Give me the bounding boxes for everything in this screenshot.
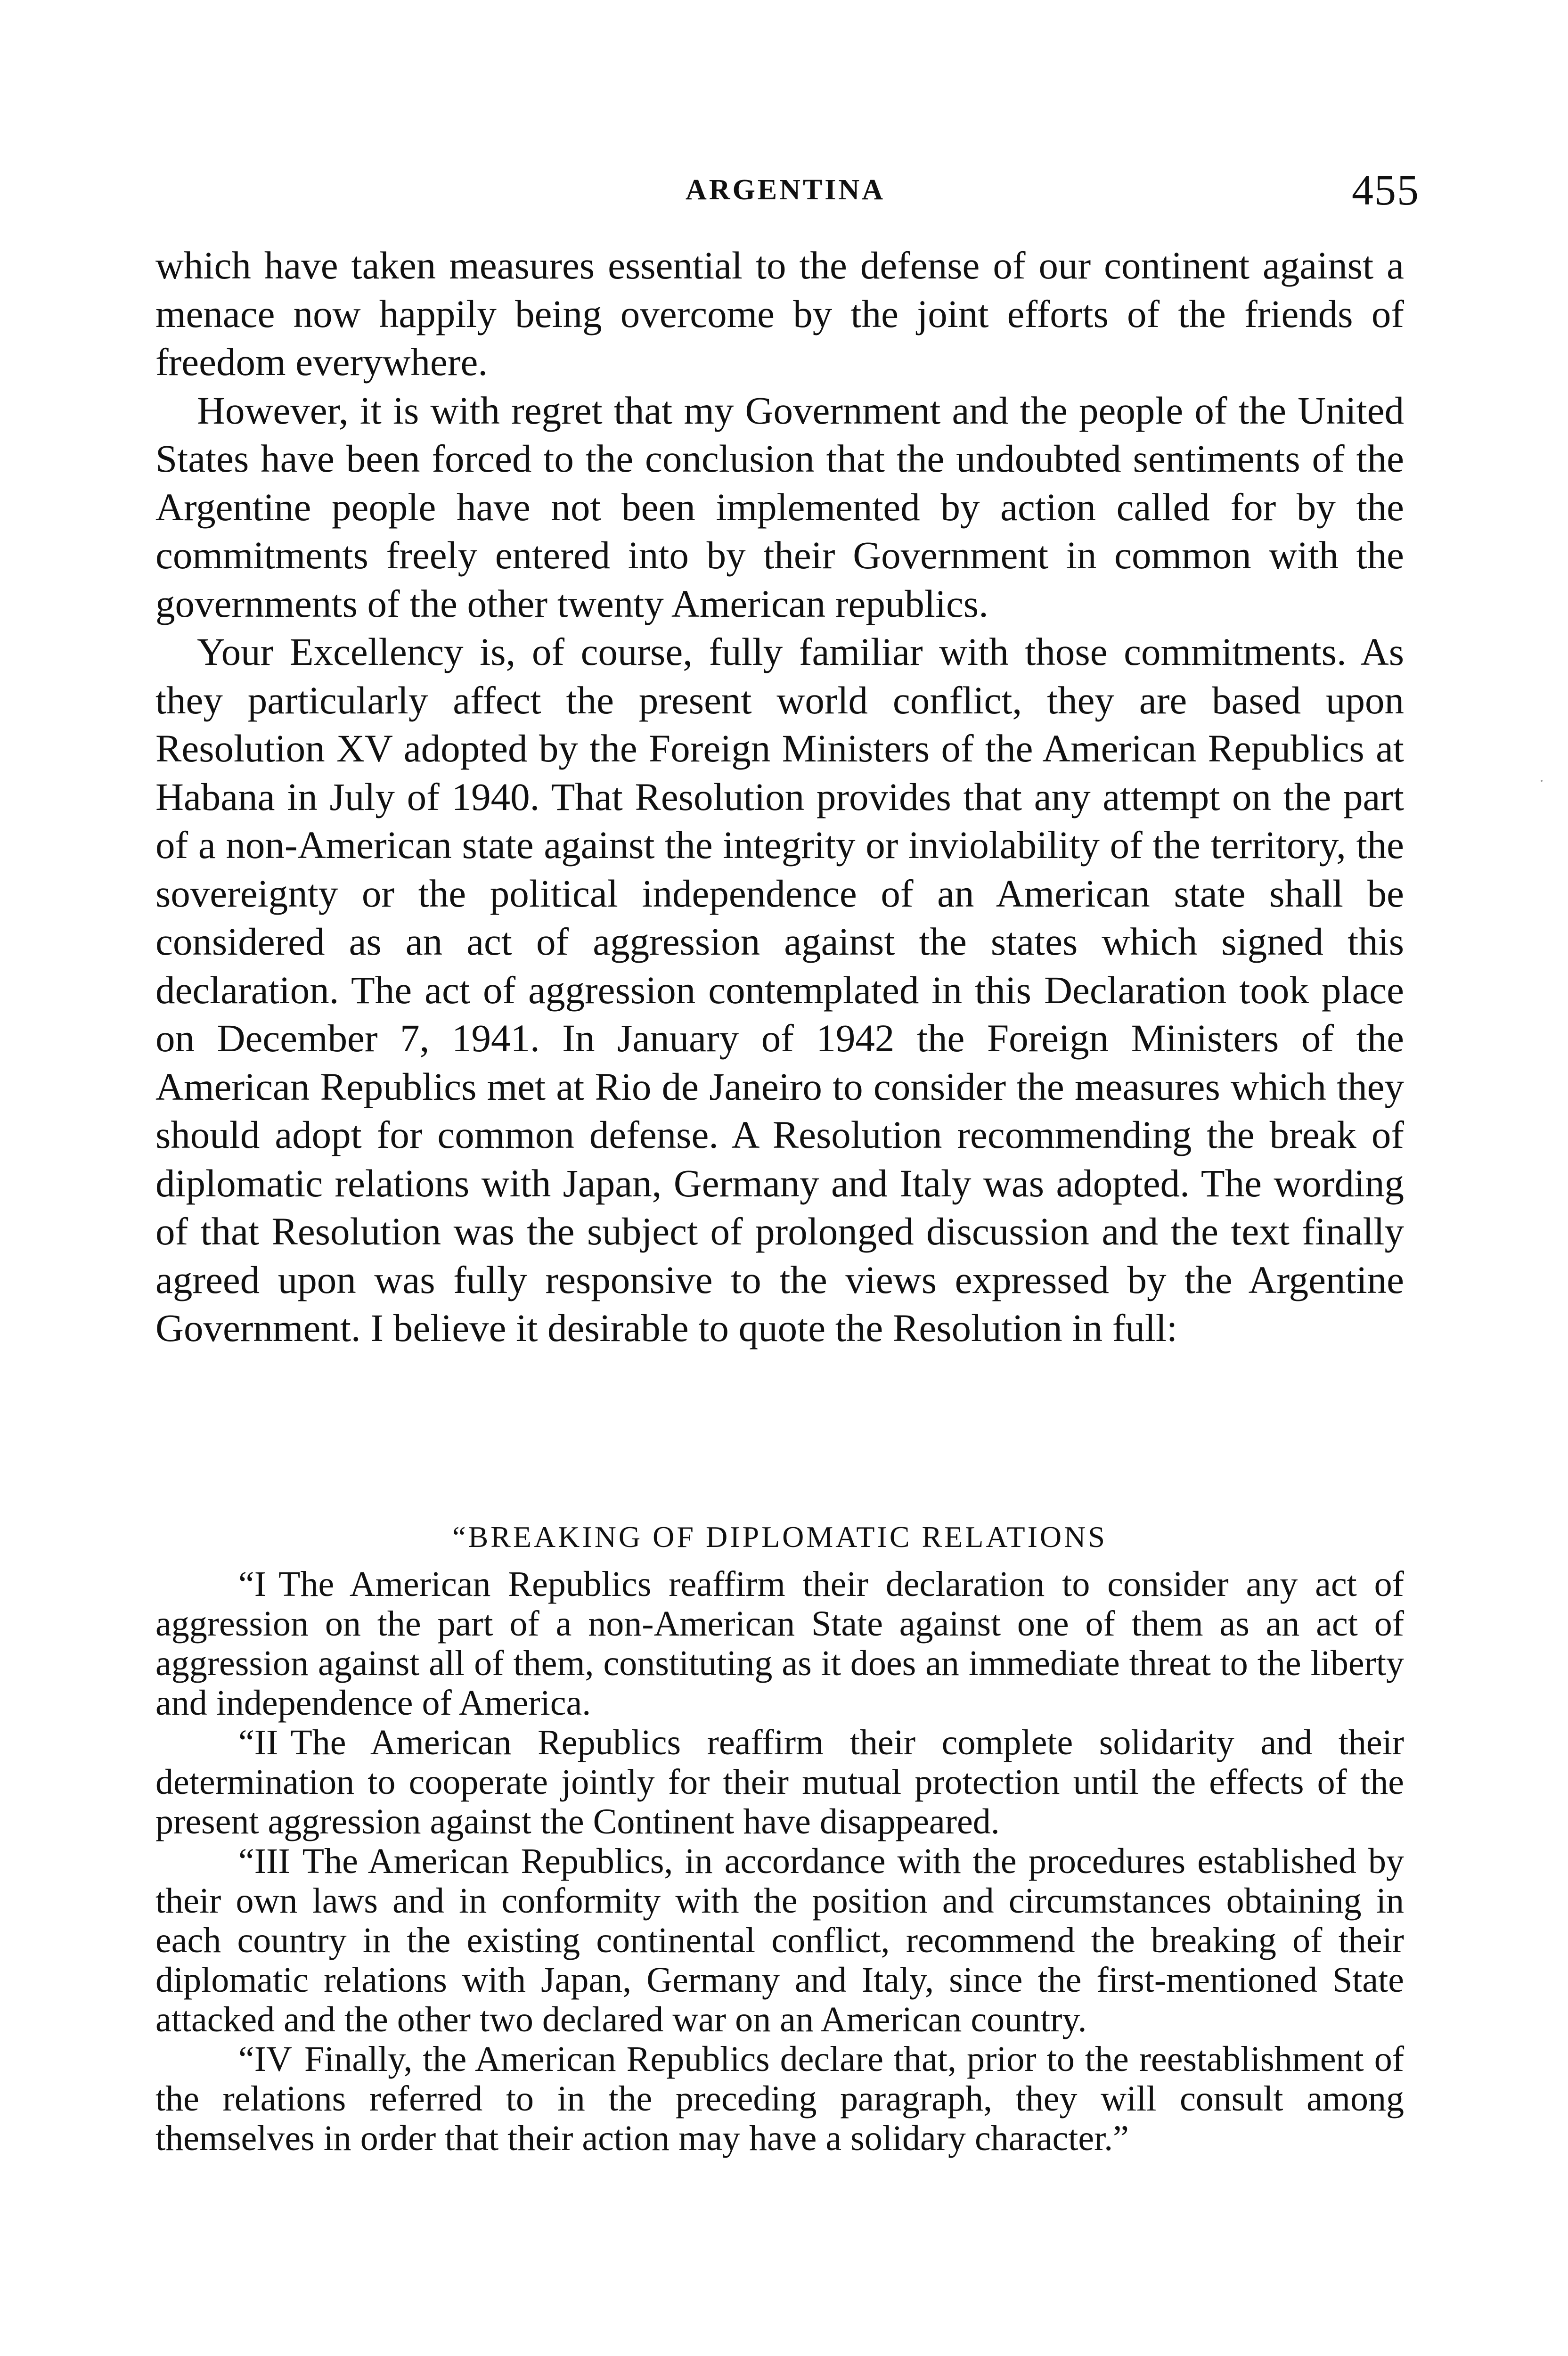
running-head-title: ARGENTINA [686, 174, 885, 206]
resolution-clause [155, 1841, 1404, 2039]
body-paragraph: However, it is with regret that my Government and the people of the United States have been forced to the conclusion that the undoubted sentiments of the Argentine people have not been implemented by action called for by the commitments freely entered into by their Government in common with the governments of the other twenty American republics. [155, 388, 1404, 625]
page-number: 455 [1352, 166, 1420, 214]
clause-text: Finally, the American Republics declare that, prior to the reestablishment of the relations referred to in the preceding paragraph, they will consult among themselves in order that their action may have a solidary character.” [155, 2039, 1404, 2158]
clause-number: “II [238, 1723, 278, 1762]
body-paragraph: Your Excellency is, of course, fully familiar with those commitments. As they particularly affect the present world conflict, they are based upon Resolution XV adopted by the Foreign Ministers of the American Republics at Habana in July of 1940. That Resolution provides that any attempt on the part of a non-American state against the integrity or inviolability of the territory, the sovereignty or the political independence of an American state shall be considered as an act of aggression against the states which signed this declaration. The act of aggression contemplated in this Declaration took place on December 7, 1941. In January of 1942 the Foreign Ministers of the American Republics met at Rio de Janeiro to consider the measures which they should adopt for common defense. A Resolution recommending the break of diplomatic relations with Japan, Germany and Italy was adopted. The wording of that Resolution was the subject of prolonged discussion and the text finally agreed upon was fully responsive to the views expressed by the Argentine Government. I believe it desirable to quote the Resolution in full: [155, 630, 1404, 1350]
clause-number: “IV [238, 2039, 292, 2079]
clause-text: The American Republics reaffirm their complete solidarity and their determination to cooperate jointly for their mutual protection until the effects of the present aggression against the Continent have disappeared. [155, 1723, 1404, 1841]
clause-number: “I [238, 1564, 267, 1604]
resolution-quotation [155, 1564, 1404, 2158]
resolution-clause [155, 1564, 1404, 1723]
clause-text: The American Republics reaffirm their declaration to consider any act of aggression on the part of a non-American State against one of them as an act of aggression against all of them, constituting as it does an immediate threat to the liberty and independence of America. [155, 1564, 1404, 1723]
clause-text: The American Republics, in accordance with the procedures established by their own laws and in conformity with the position and circumstances obtaining in each country in the existing continental conflict, recommend the breaking of their diplomatic relations with Japan, Germany and Italy, since the first-mentioned State attacked and the other two declared war on an American country. [155, 1841, 1404, 2039]
resolution-clause [155, 2039, 1404, 2158]
letter-body [155, 241, 1404, 1352]
scan-speck [1541, 780, 1543, 782]
body-paragraph-continued: which have taken measures essential to the defense of our continent against a menace now happily being overcome by the joint efforts of the friends of freedom everywhere. [155, 244, 1404, 384]
resolution-clause [155, 1723, 1404, 1841]
resolution-heading: “BREAKING OF DIPLOMATIC RELATIONS [452, 1520, 1107, 1554]
clause-number: “III [238, 1841, 290, 1881]
running-head [0, 165, 1568, 214]
